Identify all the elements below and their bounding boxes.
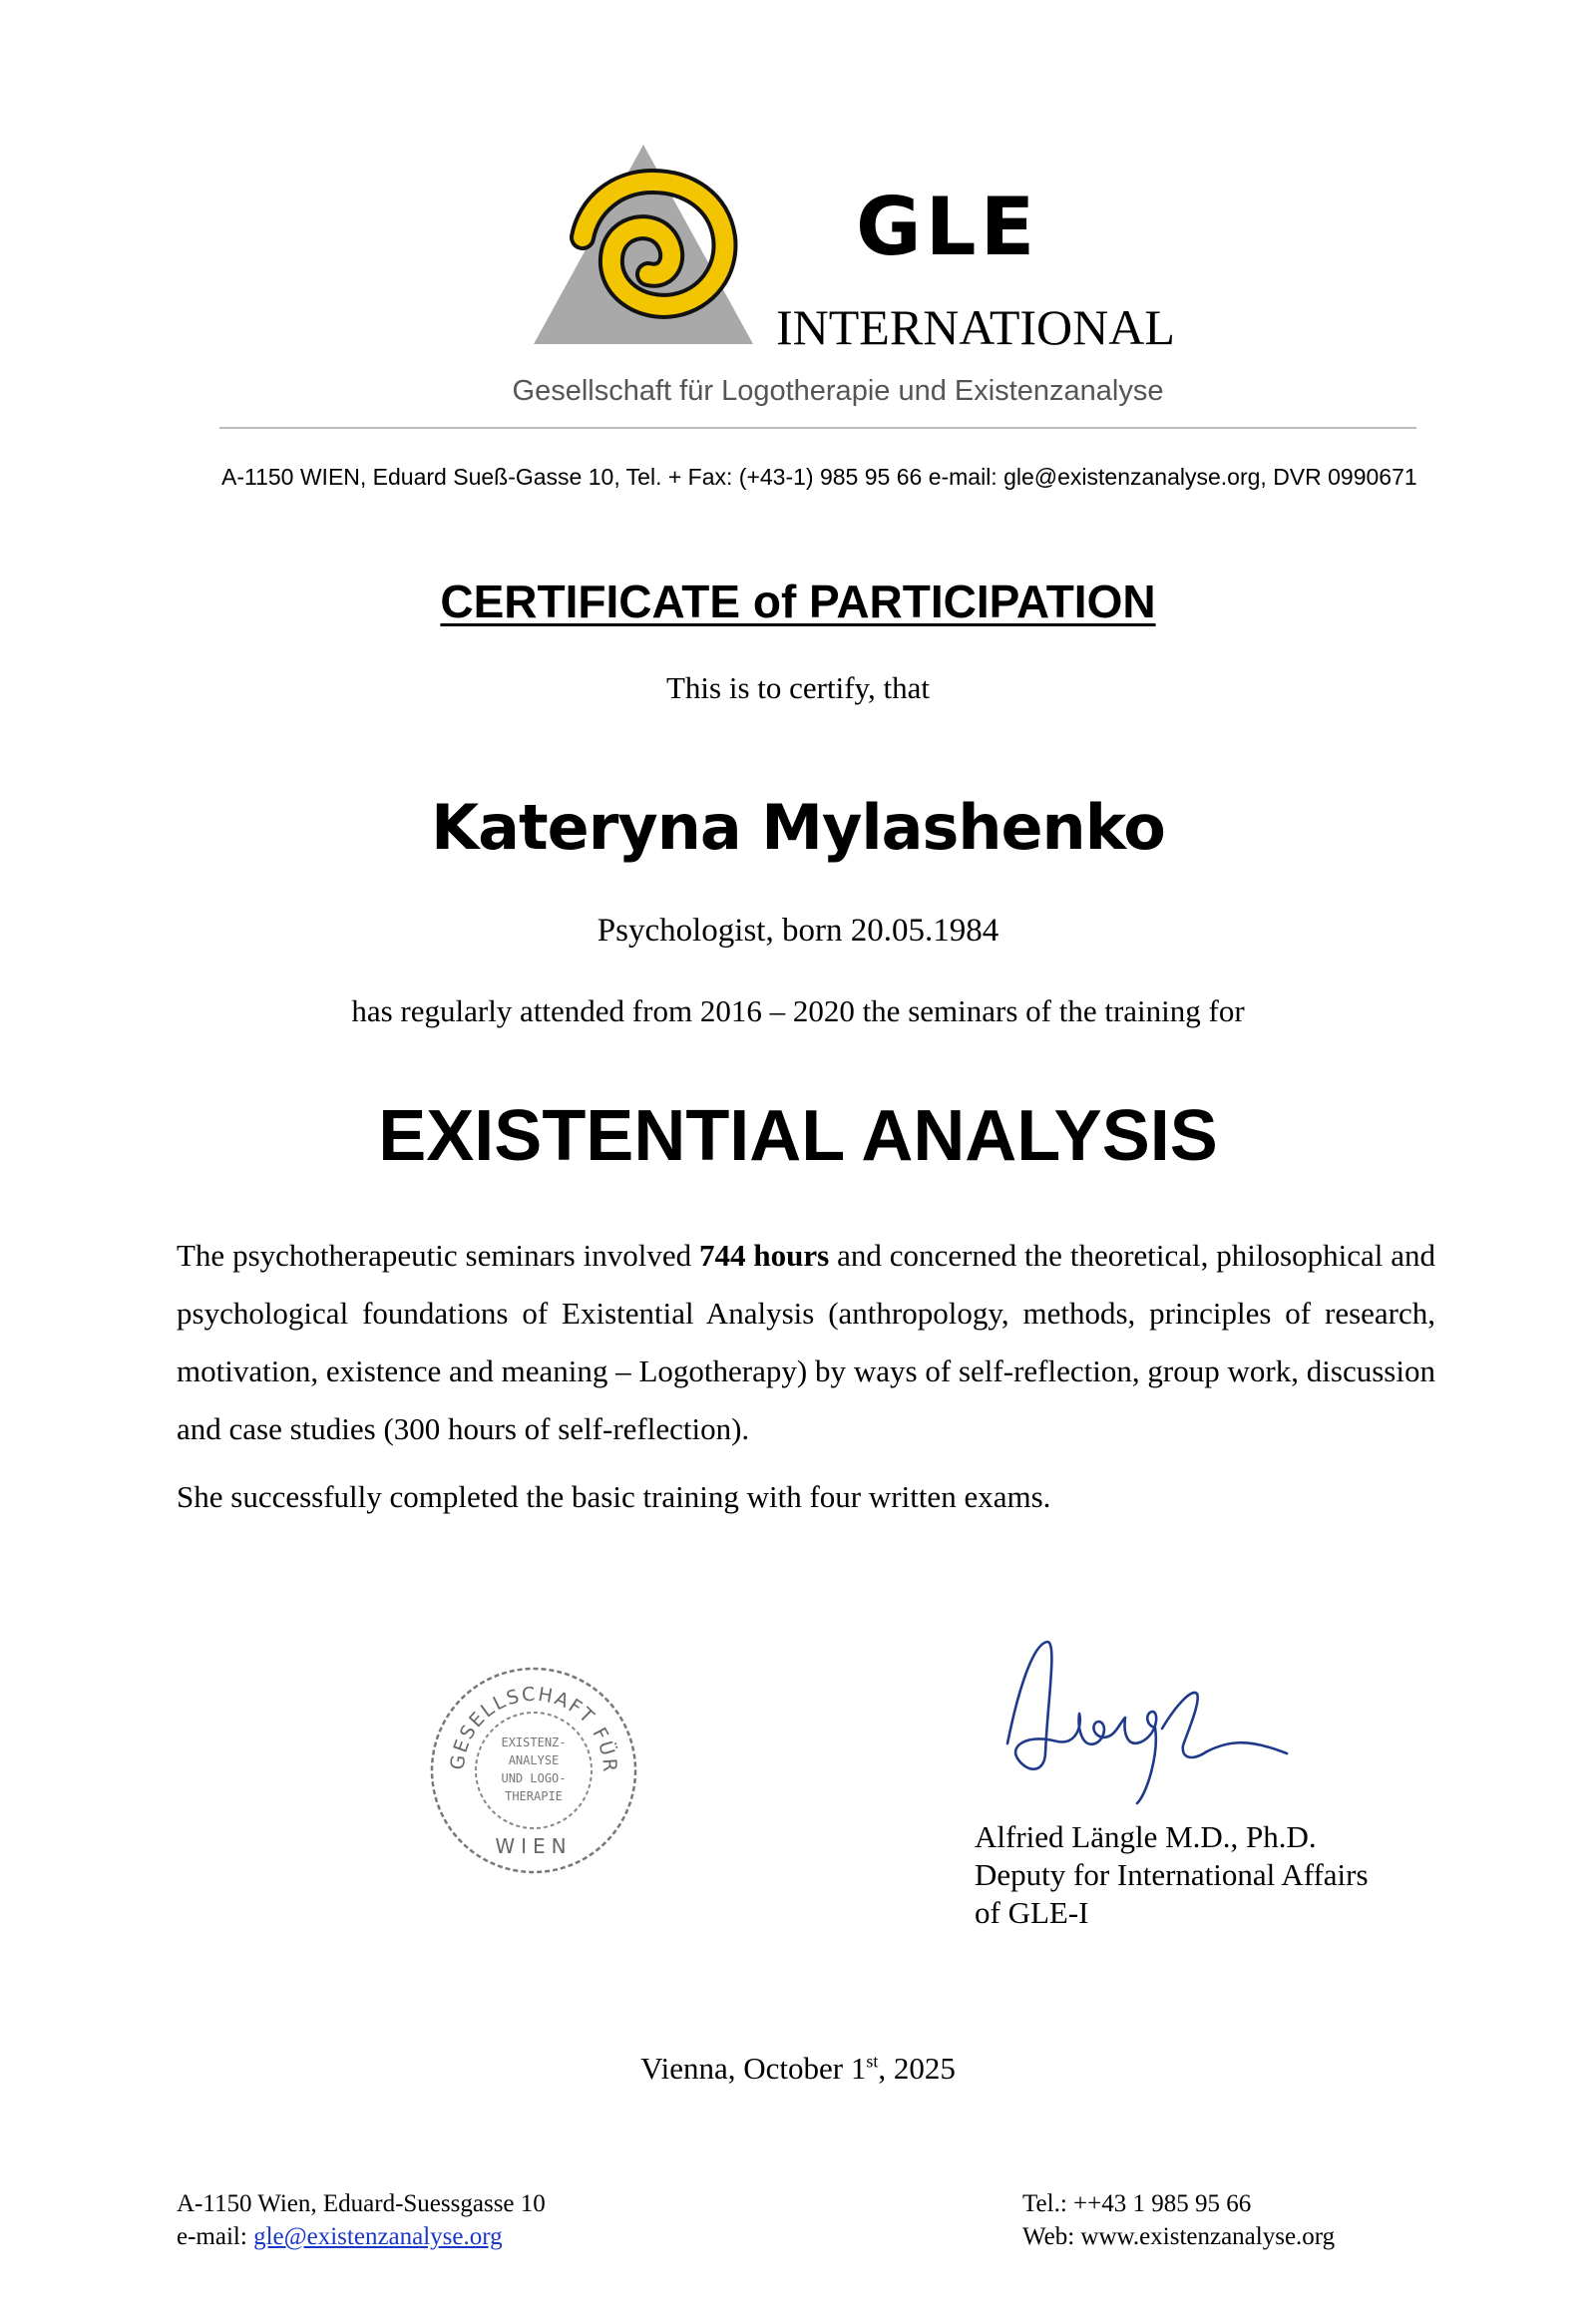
signature (988, 1634, 1317, 1813)
stamp-bottom-text: WIEN (495, 1834, 573, 1858)
stamp-line-4: THERAPIE (505, 1789, 563, 1803)
gle-logo (529, 140, 758, 349)
completion-statement: She successfully completed the basic training with four written exams. (177, 1479, 1051, 1514)
certify-intro: This is to certify, that (665, 670, 930, 705)
attendance-statement: has regularly attended from 2016 – 2020 the seminars of the training for (351, 993, 1245, 1028)
stamp-line-1: EXISTENZ- (501, 1736, 567, 1749)
society-name: Gesellschaft für Logotherapie und Existenzanalyse (512, 375, 1164, 407)
footer-right (1022, 2187, 1335, 2253)
brand-name: GLE (856, 181, 1039, 273)
signatory-name: Alfried Längle M.D., Ph.D. (975, 1819, 1317, 1854)
issue-date: Vienna, October 1st, 2025 (640, 2051, 956, 2086)
signatory-role: Deputy for International Affairs (975, 1857, 1369, 1892)
stamp-outer-text: GESELLSCHAFT FÜR (446, 1683, 621, 1774)
footer-address: A-1150 Wien, Eduard-Suessgasse 10 (177, 2190, 546, 2217)
stamp-line-2: ANALYSE (508, 1753, 560, 1767)
recipient-profession: Psychologist, born 20.05.1984 (597, 913, 999, 949)
footer-phone: Tel.: ++43 1 985 95 66 (1022, 2190, 1252, 2217)
certificate-title: CERTIFICATE of PARTICIPATION (440, 576, 1156, 627)
course-title: EXISTENTIAL ANALYSIS (378, 1096, 1218, 1176)
recipient-name: Kateryna Mylashenko (431, 791, 1165, 864)
footer-left (177, 2187, 546, 2253)
signatory-org: of GLE-I (975, 1895, 1089, 1930)
footer-email-link[interactable]: gle@existenzanalyse.org (253, 2223, 503, 2250)
signatory-block (975, 1818, 1369, 1932)
brand-subtitle: INTERNATIONAL (776, 299, 1175, 355)
footer-web: Web: www.existenzanalyse.org (1022, 2223, 1336, 2250)
hours-value: 744 hours (699, 1238, 830, 1273)
stamp-line-3: UND LOGO- (501, 1771, 567, 1785)
header-address: A-1150 WIEN, Eduard Sueß-Gasse 10, Tel. + Fax: (+43-1) 985 95 66 e-mail: gle@existenzanalyse.org, DVR 0990671 (221, 464, 1417, 490)
seminar-description: The psychotherapeutic seminars involved 744 hours and concerned the theoretical, philosophical and psychological foundations of Existential Analysis (anthropology, methods, principles of research, motivation, existence and meaning – Logotherapy) by ways of self-reflection, group work, discussion and case studies (300 hours of self-reflection). (177, 1238, 1435, 1446)
header-divider (219, 427, 1416, 429)
official-stamp (424, 1661, 643, 1880)
footer-email-label: e-mail: (177, 2223, 254, 2250)
